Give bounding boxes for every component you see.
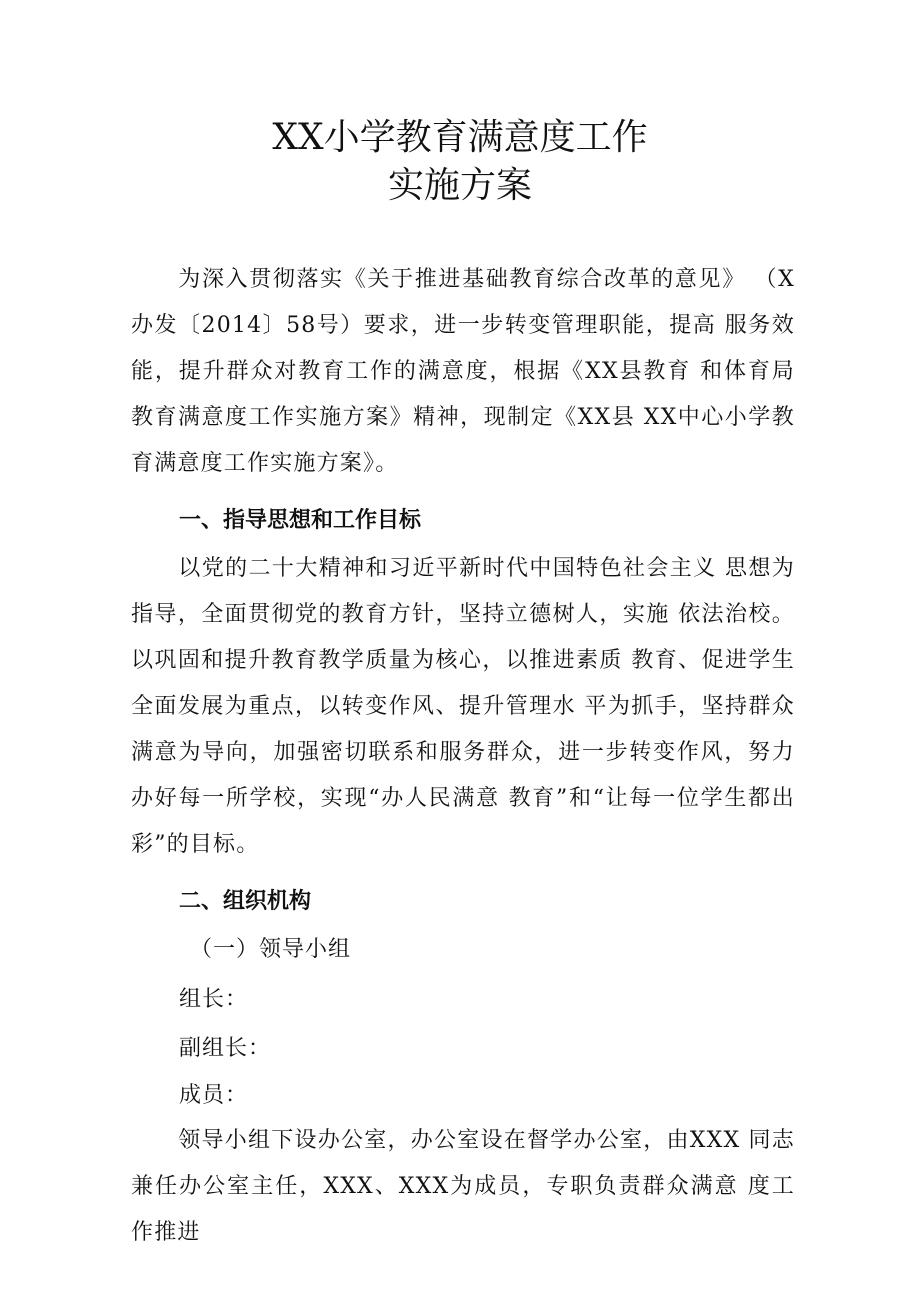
office-paragraph: 领导小组下设办公室，办公室设在督学办公室，由XXX 同志兼任办公室主任，XXX、XXX为成员，专职负责群众满意 度工作推进: [131, 1128, 795, 1245]
section1-heading: 一、指导思想和工作目标: [179, 508, 422, 533]
section2-heading: 二、组织机构: [179, 889, 312, 914]
subsection1-heading: （一）领导小组: [190, 937, 352, 962]
members-label: 成员：: [179, 1083, 249, 1108]
leader-label: 组长：: [179, 987, 249, 1012]
document-title-line1: XX小学教育满意度工作: [272, 117, 648, 158]
document-title-line2: 实施方案: [387, 165, 532, 206]
deputy-leader-label: 副组长：: [179, 1036, 272, 1061]
section1-paragraph: 以党的二十大精神和习近平新时代中国特色社会主义 思想为指导，全面贯彻党的教育方针，坚持立德树人，实施 依法治校。以巩固和提升教育教学质量为核心，以推进素质 教育、促进学生全面发展为重点，以转变作风、提升管理水 平为抓手，坚持群众满意为导向，加强密切联系和服务群众，进一步转变作风，努力办好每一所学校，实现“办人民满意 教育”和“让每一位学生都出彩”的目标。: [131, 556, 795, 857]
intro-paragraph: 为深入贯彻落实《关于推进基础教育综合改革的意见》 （X办发〔2014〕58号）要求，进一步转变管理职能，提高 服务效能，提升群众对教育工作的满意度，根据《XX县教育 和体育局教育满意度工作实施方案》精神，现制定《XX县 XX中心小学教育满意度工作实施方案》。: [131, 267, 795, 476]
